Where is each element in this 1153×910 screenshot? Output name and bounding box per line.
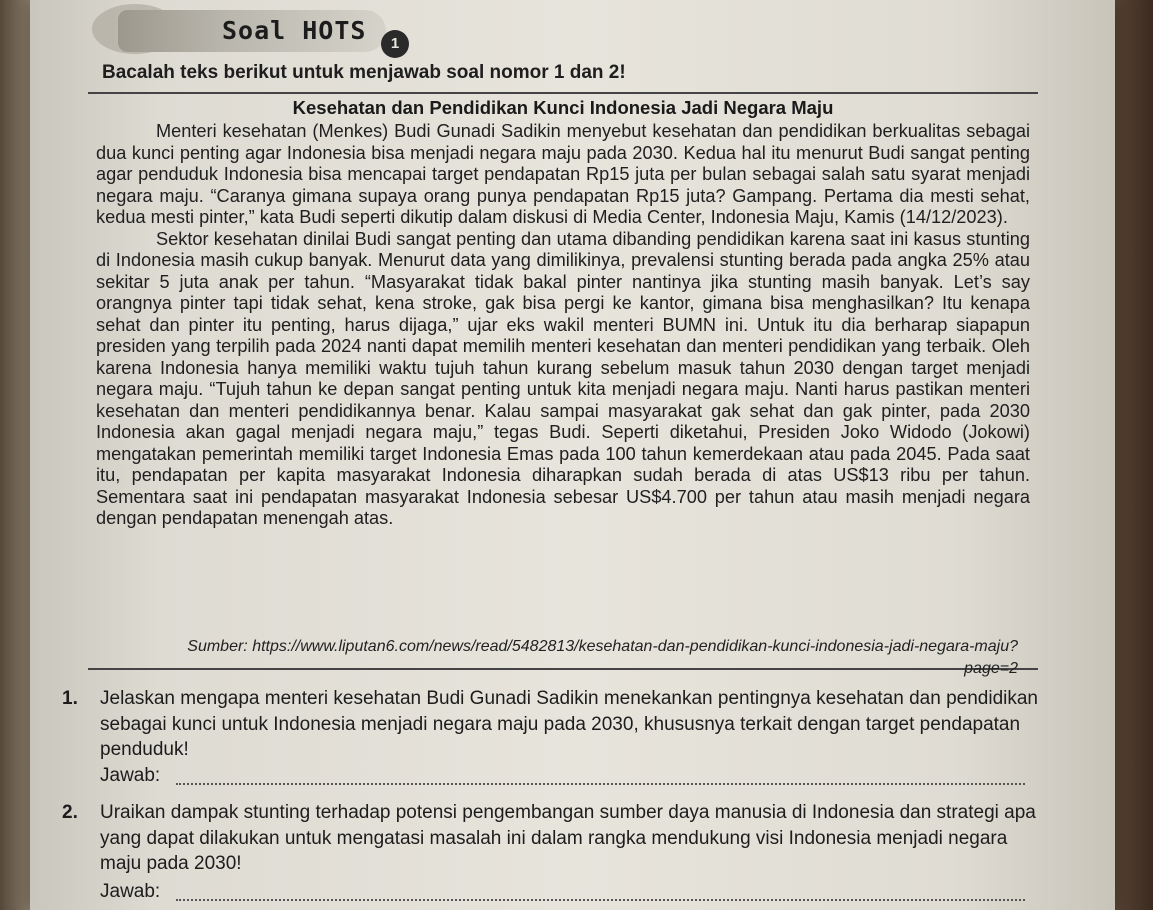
instruction-text: Bacalah teks berikut untuk menjawab soal nomor 1 dan 2!	[102, 62, 626, 83]
question-2	[62, 800, 1042, 877]
article-title: Kesehatan dan Pendidikan Kunci Indonesia Jadi Negara Maju	[292, 97, 834, 118]
article-source: Sumber: https://www.liputan6.com/news/read/5482813/kesehatan-dan-pendidikan-kunci-indonesia-jadi-negara-maju?page=2	[187, 638, 1018, 677]
article-paragraph: Menteri kesehatan (Menkes) Budi Gunadi Sadikin menyebut kesehatan dan pendidikan berkualitas sebagai dua kunci penting agar Indonesia bisa menjadi negara maju pada 2030. Kedua hal itu menurut Budi sangat penting agar penduduk Indonesia bisa mencapai target pendapatan Rp15 juta per bulan sebagai salah satu syarat menjadi negara maju. “Caranya gimana supaya orang punya pendapatan Rp15 juta? Gampang. Pertama dia mesti sehat, kedua mesti pinter,” kata Budi seperti dikutip dalam diskusi di Media Center, Indonesia Maju, Kamis (14/12/2023).	[96, 121, 1030, 227]
answer-1[interactable]	[100, 765, 1025, 787]
article-box	[88, 92, 1038, 670]
answer-2[interactable]	[100, 881, 1025, 903]
badge-number: 1	[381, 30, 409, 58]
question-number: 2.	[62, 802, 78, 823]
answer-line[interactable]	[176, 783, 1025, 785]
question-text: Uraikan dampak stunting terhadap potensi pengembangan sumber daya manusia di Indonesia dan strategi apa yang dapat dilakukan untuk mengatasi masalah ini dalam rangka mendukung visi Indonesia menjadi negara maju pada 2030!	[100, 802, 1036, 874]
badge-title: Soal HOTS	[222, 16, 367, 45]
question-text: Jelaskan mengapa menteri kesehatan Budi Gunadi Sadikin menekankan pentingnya kesehatan dan pendidikan sebagai kunci untuk Indonesia menjadi negara maju pada 2030, khususnya terkait dengan target pendapatan penduduk!	[100, 688, 1038, 760]
question-1	[62, 686, 1042, 763]
article-paragraph: Sektor kesehatan dinilai Budi sangat penting dan utama dibanding pendidikan karena saat ini kasus stunting di Indonesia masih cukup banyak. Menurut data yang dimilikinya, prevalensi stunting berada pada angka 25% atau sekitar 5 juta anak per tahun. “Masyarakat tidak bakal pinter nantinya jika stunting masih banyak. Let’s say orangnya pinter tapi tidak sehat, kena stroke, gak bisa pergi ke kantor, gimana bisa menghasilkan? Itu kenapa sehat dan pinter itu penting, harus dijaga,” ujar eks wakil menteri BUMN ini. Untuk itu dia berharap siapapun presiden yang terpilih pada 2024 nanti dapat memilih menteri kesehatan dan menteri pendidikan yang terbaik. Oleh karena Indonesia hanya memiliki waktu tujuh tahun kurang sebelum masuk tahun 2030 dengan target menjadi negara maju. “Tujuh tahun ke depan sangat penting untuk kita menjadi negara maju. Nanti harus pastikan menteri kesehatan dan menteri pendidikannya benar. Kalau sampai masyarakat gak sehat dan gak pinter, pada 2030 Indonesia akan gagal menjadi negara maju,” tegas Budi. Seperti diketahui, Presiden Joko Widodo (Jokowi) mengatakan pemerintah memiliki target Indonesia Emas pada 100 tahun kemerdekaan atau pada 2045. Pada saat itu, pendapatan per kapita masyarakat Indonesia diharapkan sudah berada di atas US$13 ribu per tahun. Sementara saat ini pendapatan masyarakat Indonesia sebesar US$4.700 per tahun atau masih menjadi negara dengan pendapatan menengah atas.	[96, 228, 1030, 528]
answer-label: Jawab:	[100, 881, 161, 902]
answer-label: Jawab:	[100, 765, 161, 786]
question-number: 1.	[62, 688, 78, 709]
answer-line[interactable]	[176, 899, 1025, 901]
article-body	[96, 121, 1030, 530]
